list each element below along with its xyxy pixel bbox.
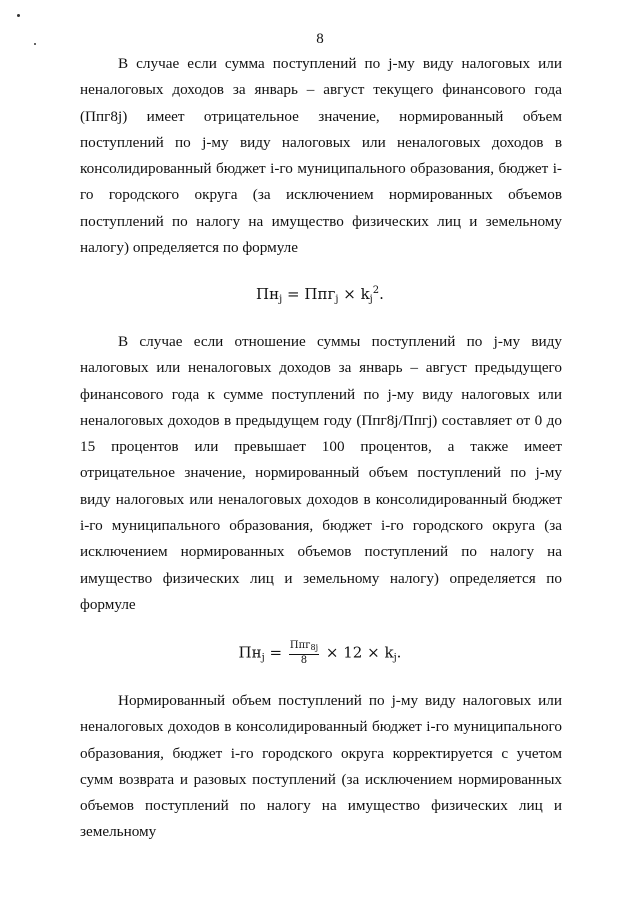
- formula-2-end: .: [396, 643, 402, 662]
- paragraph-1: [80, 51, 562, 261]
- formula-2-k-sub: j: [393, 652, 397, 664]
- formula-1-term-b: k: [360, 285, 370, 303]
- formula-2-lhs: Пн: [238, 643, 262, 662]
- paragraph-2-text: В случае если отношение суммы поступлений по j-му виду налоговых или неналоговых доходов за январь – август предыдущего финансового года к сумме поступлений по j-му виду налоговых или неналоговых доходов в предыдущем году (Ппг8j/Ппгj) составляет от 0 до 15 процентов или превышает 100 процентов, а также имеет отрицательное значение, нормированный объем поступлений по j-му виду налоговых или неналоговых доходов в консолидированный бюджет i-го муниципального образования, бюджет i-го городского округа (за исключением нормированных объемов поступлений по налогу на имущество физических лиц и земельному налогу) определяется по формуле: [80, 333, 562, 613]
- paragraph-2: [80, 329, 562, 618]
- formula-1-equals: =: [287, 285, 300, 303]
- formula-1-term-a: Ппг: [304, 285, 336, 303]
- page-number: 8: [316, 31, 324, 47]
- formula-1-term-b-sup: 2: [372, 285, 380, 296]
- formula-1-lhs: Пн: [256, 285, 280, 303]
- formula-2-denominator: 8: [300, 655, 308, 666]
- formula-1-term-a-sub: j: [335, 294, 339, 305]
- formula-2-times-1: ×: [325, 643, 339, 662]
- formula-2: [0, 640, 640, 667]
- formula-2-num-sub: 8j: [310, 643, 319, 652]
- paragraph-3: [80, 688, 562, 846]
- formula-2-fraction: [289, 640, 319, 667]
- formula-1-lhs-sub: j: [279, 294, 283, 305]
- formula-2-times-2: ×: [367, 643, 380, 662]
- formula-1: [0, 285, 640, 305]
- scan-speck: [17, 14, 20, 17]
- formula-2-twelve: 12: [343, 643, 363, 662]
- formula-2-k: k: [384, 643, 394, 662]
- formula-1-times: ×: [343, 285, 356, 303]
- formula-2-num-text: Ппг: [289, 640, 311, 651]
- formula-1-term-b-sub: j: [369, 294, 373, 305]
- formula-2-lhs-sub: j: [261, 652, 265, 664]
- formula-2-numerator: [289, 640, 319, 655]
- formula-1-end: .: [379, 285, 384, 303]
- paragraph-1-text: В случае если сумма поступлений по j-му виду налоговых или неналоговых доходов за январь – август текущего финансового года (Ппг8j) имеет отрицательное значение, нормированный объем поступлений по j-му виду налоговых или неналоговых доходов в консолидированный бюджет i-го муниципального образования, бюджет i-го городского округа (за исключением нормированных объемов поступлений по налогу на имущество физических лиц и земельному налогу) определяется по формуле: [80, 55, 562, 257]
- formula-2-equals: =: [269, 643, 283, 662]
- paragraph-3-text: Нормированный объем поступлений по j-му виду налоговых или неналоговых доходов в консолидированный бюджет i-го муниципального образования, бюджет i-го городского округа корректируется с учетом сумм возврата и разовых поступлений (за исключением нормированных объемов поступлений по налогу на имущество физических лиц и земельному: [80, 692, 562, 841]
